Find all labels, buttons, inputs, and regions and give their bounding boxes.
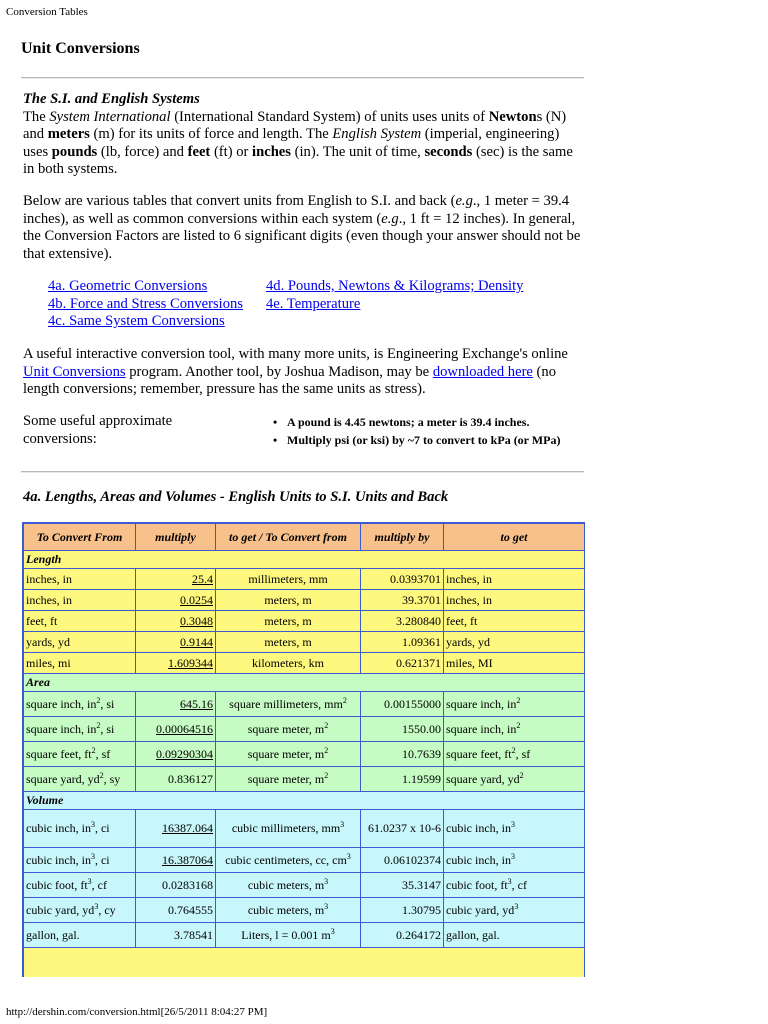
table-header-row: [24, 524, 584, 550]
table-row: square yard, $yd^2$, sy 0.836127 square meter, $m^2$ 1.19599 square yard, $yd^2$: [24, 767, 584, 791]
table-title: 4a. Lengths, Areas and Volumes - English Units to S.I. Units and Back: [23, 489, 449, 505]
section-row-length: Length: [24, 551, 584, 568]
table-row: yards, yd 0.9144 meters, m 1.09361 yards, yd: [24, 632, 584, 652]
browser-url-footer: http://dershin.com/conversion.html[26/5/2011 8:04:27 PM]: [6, 1006, 268, 1018]
link-pounds-newtons-kilograms[interactable]: 4d. Pounds, Newtons & Kilograms; Density: [266, 278, 524, 294]
table-row: feet, ft 0.3048 meters, m 3.280840 feet, ft: [24, 611, 584, 631]
table-row: gallon, gal. 3.78541 Liters, l = 0.001 $m^3$ 0.264172 gallon, gal.: [24, 923, 584, 947]
divider: [21, 77, 584, 79]
intro-section: [23, 91, 583, 179]
table-row: cubic yard, $yd^3$, cy 0.764555 cubic meters, $m^3$ 1.30795 cubic yard, $yd^3$: [24, 898, 584, 922]
table-row: inches, in 0.0254 meters, m 39.3701 inches, in: [24, 590, 584, 610]
table-row: cubic inch, $in^3$, ci 16387.064 cubic millimeters, $mm^3$ 61.0237 x 10-6 cubic inch, $in^3$: [24, 810, 584, 847]
table-description: Below are various tables that convert units from English to S.I. and back (e.g., 1 meter = 39.4 inches), as well as common conversions within each system (e.g., 1 ft = 12 inches). In general, the Conversion Factors are listed to 6 significant digits (even though your answer should not be that extensive).: [23, 193, 581, 262]
link-geometric-conversions[interactable]: 4a. Geometric Conversions: [48, 278, 208, 294]
tool-paragraph: A useful interactive conversion tool, with many more units, is Engineering Exchange's online Unit Conversions program. Another tool, by Joshua Madison, may be downloaded here (no length conversions; remember, pressure has the same units as stress).: [23, 346, 568, 397]
link-same-system-conversions[interactable]: 4c. Same System Conversions: [48, 313, 225, 329]
page-title: Unit Conversions: [21, 40, 140, 57]
link-unit-conversions[interactable]: Unit Conversions: [23, 363, 126, 380]
list-item: • Multiply psi (or ksi) by ~7 to convert to kPa (or MPa): [273, 432, 560, 450]
section-row-volume: Volume: [24, 792, 584, 809]
table-row-continuation: [24, 948, 584, 977]
table-row: square feet, $ft^2$, sf 0.09290304 square meter, $m^2$ 10.7639 square feet, $ft^2$, sf: [24, 742, 584, 766]
table-row: inches, in 25.4 millimeters, mm 0.0393701 inches, in: [24, 569, 584, 589]
column-header: multiply: [136, 524, 215, 550]
divider: [21, 471, 584, 473]
table-row: cubic foot, $ft^3$, cf 0.0283168 cubic meters, $m^3$ 35.3147 cubic foot, $ft^3$, cf: [24, 873, 584, 897]
column-header: to get: [444, 524, 584, 550]
column-header: To Convert From: [24, 524, 135, 550]
table-row: square inch, $in^2$, si 0.00064516 square meter, $m^2$ 1550.00 square inch, $in^2$: [24, 717, 584, 741]
approx-list: [273, 414, 560, 449]
column-header: to get / To Convert from: [216, 524, 360, 550]
browser-page-title: Conversion Tables: [6, 6, 88, 18]
table-row: cubic inch, $in^3$, ci 16.387064 cubic centimeters, cc, $cm^3$ 0.06102374 cubic inch, $in^3$: [24, 848, 584, 872]
intro-paragraph: The System International (International Standard System) of units uses units of Newtons (N) and meters (m) for its units of force and length. The English System (imperial, engineering) uses pounds (lb, force) and feet (ft) or inches (in). The unit of time, seconds (sec) is the same in both systems.: [23, 108, 573, 177]
approx-label: Some useful approximate conversions:: [23, 413, 173, 447]
conversion-table: [23, 523, 585, 977]
link-temperature[interactable]: 4e. Temperature: [266, 295, 361, 312]
link-downloaded-here[interactable]: downloaded here: [432, 363, 533, 380]
table-row: square inch, $in^2$, si 645.16 square millimeters, $mm^2$ 0.00155000 square inch, $in^2$: [24, 692, 584, 716]
section-row-area: Area: [24, 674, 584, 691]
section-title: The S.I. and English Systems: [23, 91, 200, 107]
list-item: • A pound is 4.45 newtons; a meter is 39.4 inches.: [273, 414, 560, 432]
conversion-table-container: [22, 522, 585, 977]
table-row: miles, mi 1.609344 kilometers, km 0.621371 miles, MI: [24, 653, 584, 673]
column-header: multiply by: [361, 524, 443, 550]
link-force-stress-conversions[interactable]: 4b. Force and Stress Conversions: [48, 295, 243, 312]
